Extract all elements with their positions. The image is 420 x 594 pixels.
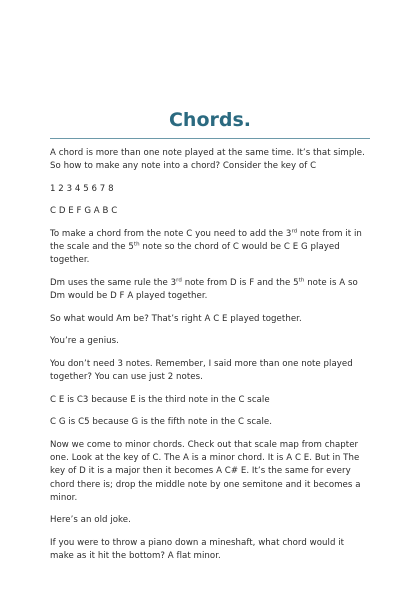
- paragraph-am-chord: So what would Am be? That’s right A C E played together.: [50, 313, 302, 324]
- paragraph-minor-chords: Now we come to minor chords. Check out that scale map from chapter one. Look at the key of C. The A is a minor chord. It is A C E. But in The key of D it is a major then it becomes A C# E. It’s the same for every chord there is; drop the middle note by one semitone and it becomes a minor.: [50, 439, 361, 503]
- paragraph-c5: C G is C5 because G is the fifth note in the C scale.: [50, 417, 273, 428]
- body-text: [50, 147, 370, 563]
- paragraph-dm-chord: [50, 277, 370, 303]
- paragraph-scale-notes: C D E F G A B C: [50, 206, 118, 217]
- ordinal-suffix: th: [133, 241, 140, 248]
- paragraph-joke: If you were to throw a piano down a mineshaft, what chord would it make as it hit the bottom? A flat minor.: [50, 537, 345, 562]
- paragraph-joke-intro: Here’s an old joke.: [50, 515, 131, 526]
- text-segment: note so the chord of C would be C E G played together.: [50, 242, 340, 266]
- paragraph-two-notes: You don’t need 3 notes. Remember, I said more than one note played together? You can use just 2 notes.: [50, 358, 353, 383]
- text-segment: note from it in the scale and the 5: [50, 228, 362, 253]
- text-segment: To make a chord from the note C you need to add the 3: [50, 228, 292, 239]
- paragraph-intro: A chord is more than one note played at the same time. It’s that simple. So how to make any note into a chord? Consider the key of C: [50, 148, 365, 172]
- paragraph-genius: You’re a genius.: [50, 336, 119, 347]
- paragraph-scale-numbers: 1 2 3 4 5 6 7 8: [50, 183, 114, 194]
- paragraph-c3: C E is C3 because E is the third note in the C scale: [50, 394, 270, 405]
- text-segment: note from D is F and the 5: [181, 277, 299, 288]
- paragraph-c-chord: [50, 228, 370, 268]
- page-title: Chords.: [168, 109, 252, 131]
- ordinal-suffix: rd: [291, 228, 298, 235]
- title-underline-divider: [50, 138, 370, 139]
- text-segment: Dm uses the same rule the 3: [50, 277, 177, 288]
- ordinal-suffix: th: [298, 277, 305, 284]
- text-segment: note is A so Dm would be D F A played together.: [50, 277, 358, 302]
- ordinal-suffix: rd: [176, 277, 182, 284]
